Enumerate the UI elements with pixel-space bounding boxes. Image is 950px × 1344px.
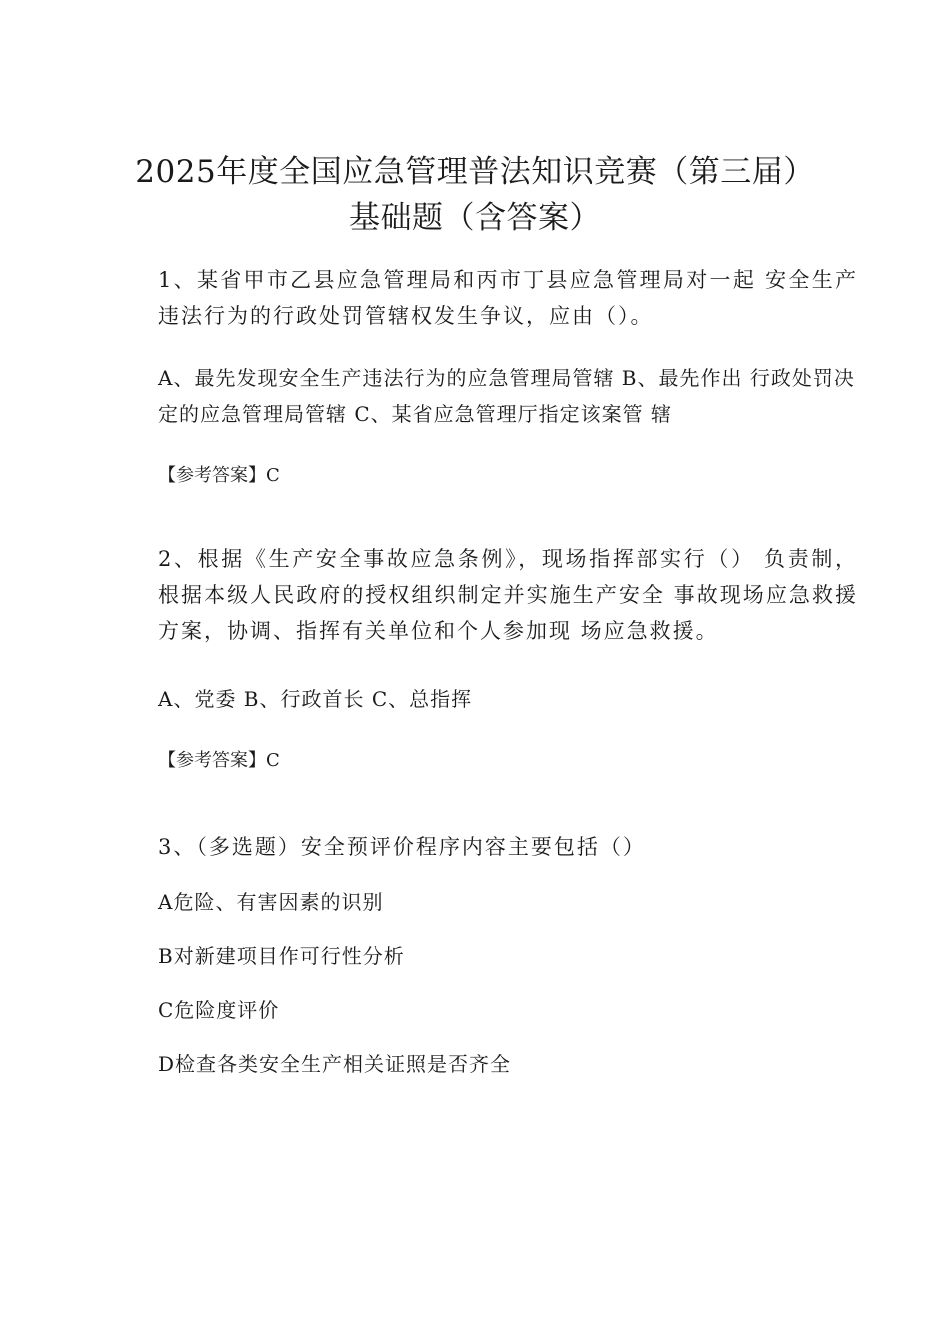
question-1-answer: 【参考答案】C	[158, 465, 280, 486]
question-3-option-a: A危险、有害因素的识别	[158, 890, 384, 914]
question-2-answer: 【参考答案】C	[158, 750, 280, 771]
document-title-line2: 基础题（含答案）	[349, 200, 601, 236]
question-1-options: A、最先发现安全生产违法行为的应急管理局管辖 B、最先作出 行政处罚决定的应急管理局管辖 C、某省应急管理厅指定该案管 辖	[158, 366, 855, 426]
document-title-line1: 2025年度全国应急管理普法知识竞赛（第三届）	[135, 154, 815, 190]
question-3-option-c: C危险度评价	[158, 998, 280, 1022]
question-3-stem: 3、（多选题）安全预评价程序内容主要包括（）	[158, 835, 646, 859]
question-2-options: A、党委 B、行政首长 C、总指挥	[158, 687, 473, 711]
question-2-stem: 2、根据《生产安全事故应急条例》，现场指挥部实行（） 负责制，根据本级人民政府的授权组织制定并实施生产安全 事故现场应急救援方案，协调、指挥有关单位和个人参加现 场应急救援。	[158, 547, 858, 643]
question-3-option-d: D检查各类安全生产相关证照是否齐全	[158, 1052, 512, 1076]
question-1-stem: 1、某省甲市乙县应急管理局和丙市丁县应急管理局对一起 安全生产违法行为的行政处罚管辖权发生争议，应由（）。	[158, 268, 858, 328]
question-3-option-b: B对新建项目作可行性分析	[158, 944, 405, 968]
